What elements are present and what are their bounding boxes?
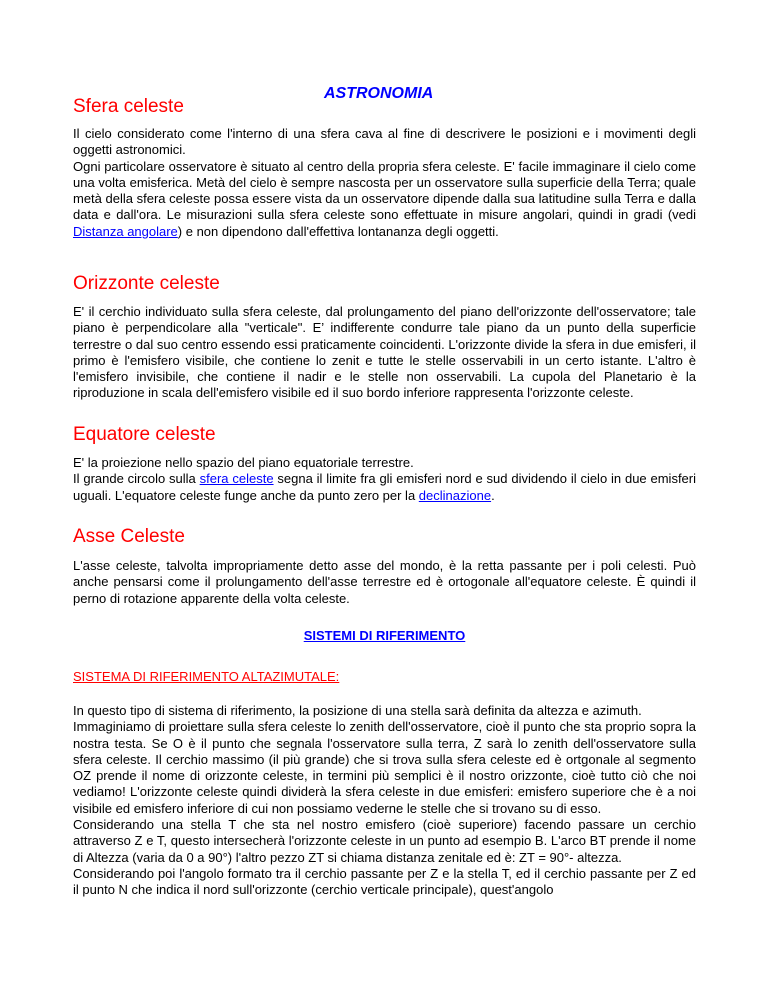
section-heading-asse-celeste: Asse Celeste: [73, 526, 185, 547]
paragraph-equatore-line2: [73, 471, 696, 504]
paragraph-asse: L'asse celeste, talvolta impropriamente detto asse del mondo, è la retta passante per i poli celesti. Può anche pensarsi come il prolungamento dell'asse terrestre ed è ortogonale all'equatore celeste. È quindi il perno di rotazione apparente della volta celeste.: [73, 558, 696, 606]
paragraph-altazimuth-3: Considerando una stella T che sta nel nostro emisfero (cioè superiore) facendo passare un cerchio attraverso Z e T, questo intersecherà l'orizzonte celeste in un punto ad esempio B. L'arco BT prende il nome di Altezza (varia da 0 a 90°) l'altro pezzo ZT si chiama distanza zenitale ed è: ZT = 90°- altezza.: [73, 817, 696, 865]
altazimuth-heading: SISTEMA DI RIFERIMENTO ALTAZIMUTALE:: [73, 669, 340, 684]
paragraph-text: segna il limite fra gli emisferi nord e sud dividendo il cielo in due emisferi uguali. L'equatore celeste funge anche da punto zero per la: [73, 471, 696, 503]
link-sfera-celeste[interactable]: sfera celeste: [199, 471, 274, 487]
paragraph-altazimuth-2: Immaginiamo di proiettare sulla sfera celeste lo zenith dell'osservatore, cioè il punto che sta proprio sopra la nostra testa. Se O è il punto che segnala l'osservatore sulla terra, Z sarà lo zenith dell'osservatore sulla sfera celeste. Il cerchio massimo (il più grande) che si trova sulla sfera celeste ed è ortgonale al segmento OZ prende il nome di orizzonte celeste, in termini più semplici è il nostro orizzonte, cioè tutto ciò che noi vediamo! L'orizzonte celeste quindi dividerà la sfera celeste in due emisferi: emisfero superiore che è a noi visibile ed emisfero inferiore di cui non possiamo vederne le stelle che si trovano su di esso.: [73, 719, 696, 816]
paragraph-text: ) e non dipendono dall'effettiva lontananza degli oggetti.: [177, 223, 499, 239]
paragraph-equatore-line1: E' la proiezione nello spazio del piano equatoriale terrestre.: [73, 455, 414, 470]
paragraph-text: Ogni particolare osservatore è situato al centro della propria sfera celeste. E' facile immaginare il cielo come una volta emisferica. Metà del cielo è sempre nascosta per un osservatore sulla superficie della Terra; quale metà della sfera celeste possa essere vista da un osservatore dipende dalla sua latitudine sulla Terra e dalla data e dall'ora. Le misurazioni sulla sfera celeste sono effettuate in misure angolari, quindi in gradi (vedi: [73, 158, 696, 223]
document-title: ASTRONOMIA: [324, 85, 434, 102]
paragraph-text: Il grande circolo sulla: [73, 471, 200, 487]
link-distanza-angolare[interactable]: Distanza angolare: [73, 223, 178, 239]
paragraph-altazimuth-4: Considerando poi l'angolo formato tra il cerchio passante per Z e la stella T, ed il cerchio passante per Z ed il punto N che indica il nord sull'orizzonte (cerchio verticale principale), quest'angolo: [73, 865, 696, 898]
systems-title: SISTEMI DI RIFERIMENTO: [303, 628, 466, 643]
section-heading-sfera-celeste: Sfera celeste: [73, 96, 184, 117]
paragraph-orizzonte: E' il cerchio individuato sulla sfera celeste, dal prolungamento del piano dell'orizzonte dell'osservatore; tale piano è perpendicolare alla "verticale". E’ indifferente condurre tale piano da un punto della superficie terrestre o dal suo centro essendo essi praticamente coincidenti. L'orizzonte divide la sfera in due emisferi, il primo è l'emisfero visibile, che contiene lo zenit e tutte le stelle osservabili in un certo istante. L'altro è l'emisfero invisibile, che contiene il nadir e le stelle non osservabili. La cupola del Planetario è la riproduzione in scala dell'emisfero visibile ed il suo bordo inferiore rappresenta l'orizzonte celeste.: [73, 304, 696, 401]
link-declinazione[interactable]: declinazione: [418, 487, 492, 503]
section-heading-equatore-celeste: Equatore celeste: [73, 424, 216, 445]
paragraph-altazimuth-1: In questo tipo di sistema di riferimento, la posizione di una stella sarà definita da altezza e azimuth.: [73, 703, 642, 718]
paragraph-text: .: [491, 487, 495, 503]
section-heading-orizzonte-celeste: Orizzonte celeste: [73, 273, 220, 294]
paragraph-sfera-intro: Il cielo considerato come l'interno di una sfera cava al fine di descrivere le posizioni e i movimenti degli oggetti astronomici.: [73, 126, 696, 158]
paragraph-sfera-body: [73, 159, 696, 240]
